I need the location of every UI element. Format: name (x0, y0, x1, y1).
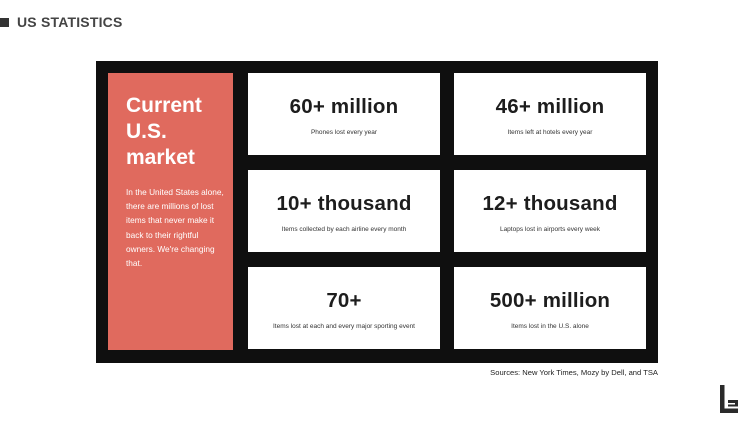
stat-card-phones (248, 73, 440, 155)
stat-label: Items lost in the U.S. alone (511, 323, 589, 330)
sources-note: Sources: New York Times, Mozy by Dell, and TSA (490, 368, 658, 377)
intro-card (108, 73, 233, 350)
stat-card-laptops (454, 170, 646, 252)
stat-label: Items collected by each airline every month (281, 226, 407, 233)
stat-label: Items left at hotels every year (507, 129, 593, 136)
stat-card-us-total (454, 267, 646, 349)
stat-value: 500+ million (489, 289, 611, 312)
stat-label: Items lost at each and every major sporting event (273, 323, 415, 330)
intro-text: In the United States alone, there are millions of lost items that never make it back to their rightful owners. We're changing that. (126, 187, 224, 269)
stat-value: 46+ million (495, 95, 605, 118)
stat-card-sporting-events (248, 267, 440, 349)
square-bullet-icon (0, 18, 9, 27)
intro-title: Current U.S. market (126, 94, 202, 169)
stat-value: 60+ million (289, 95, 399, 118)
stat-card-hotels (454, 73, 646, 155)
stat-card-airlines (248, 170, 440, 252)
stat-value: 70+ (326, 289, 362, 312)
stat-label: Phones lost every year (310, 129, 378, 136)
stat-label: Laptops lost in airports every week (499, 226, 601, 233)
section-header (0, 14, 123, 30)
section-title: US STATISTICS (17, 14, 123, 30)
stat-value: 10+ thousand (276, 192, 412, 215)
statistics-panel (96, 61, 658, 363)
stat-value: 12+ thousand (482, 192, 618, 215)
brand-logo-icon (720, 385, 738, 413)
